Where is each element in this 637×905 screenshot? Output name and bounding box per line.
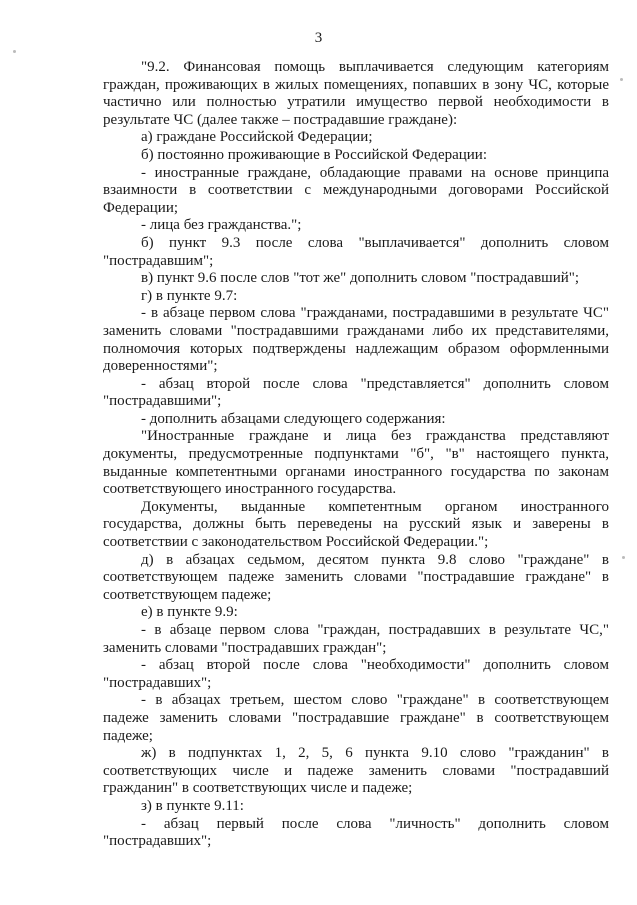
- paragraph-documents-translation: Документы, выданные компетентным органом иностранного государства, должны быть переведены на русский язык и заверены в соответствии с законодательством Российской Федерации.";: [103, 498, 609, 551]
- paragraph-9-9-third: - в абзацах третьем, шестом слово "граждане" в соответствующем падеже заменить словами "пострадавшие граждане" в соответствующем падеже;: [103, 692, 609, 744]
- paragraph-amend-9-9: е) в пункте 9.9:: [141, 604, 238, 621]
- paragraph-9-9-first: - в абзаце первом слова "граждан, пострадавших в результате ЧС," заменить словами "пострадавших граждан";: [103, 622, 609, 656]
- paragraph-9-7-add: - дополнить абзацами следующего содержания:: [141, 410, 446, 427]
- paragraph-amend-9-11: з) в пункте 9.11:: [141, 797, 244, 814]
- document-body: [103, 59, 609, 851]
- paragraph-amend-9-7: г) в пункте 9.7:: [141, 287, 238, 304]
- paragraph-9-9-second: - абзац второй после слова "необходимости" дополнить словом "пострадавших";: [103, 657, 609, 691]
- paragraph-stateless: - лица без гражданства.";: [141, 217, 302, 234]
- paragraph-amend-9-6: в) пункт 9.6 после слов "тот же" дополнить словом "пострадавший";: [141, 270, 580, 287]
- paragraph-amend-9-10: ж) в подпунктах 1, 2, 5, 6 пункта 9.10 слово "гражданин" в соответствующих числе и падеже заменить словами "пострадавший гражданин" в соответствующих числе и падеже;: [103, 745, 609, 797]
- paragraph-amend-9-3: б) пункт 9.3 после слова "выплачивается" дополнить словом "пострадавшим";: [103, 234, 609, 269]
- paragraph-foreign-citizens: - иностранные граждане, обладающие правами на основе принципа взаимности в соответствии с международными договорами Российской Федерации;: [103, 164, 609, 216]
- scan-speck: [622, 556, 625, 559]
- paragraph-9-7-second: - абзац второй после слова "представляется" дополнить словом "пострадавшими";: [103, 375, 609, 410]
- paragraph-foreign-documents: "Иностранные граждане и лица без гражданства представляют документы, предусмотренные подпунктами "б", "в" настоящего пункта, выданные компетентными органами иностранного государства по законам соответствующего иностранного государства.: [103, 428, 609, 498]
- paragraph-9-11-first: - абзац первый после слова "личность" дополнить словом "пострадавших";: [103, 815, 609, 850]
- paragraph-item-b: б) постоянно проживающие в Российской Федерации:: [141, 146, 488, 163]
- page-number: 3: [314, 30, 323, 46]
- paragraph-item-a: а) гражданe Российской Федерации;: [141, 129, 373, 146]
- paragraph-9-7-first: - в абзаце первом слова "гражданами, пострадавшими в результате ЧС" заменить словами "пострадавшими гражданами либо их представителями, полномочия которых подтверждены надлежащим образом оформленными доверенностями";: [103, 305, 609, 375]
- paragraph-9-2: "9.2. Финансовая помощь выплачивается следующим категориям граждан, проживающих в жилых помещениях, попавших в зону ЧС, которые частично или полностью утратили имущество первой необходимости в результате ЧС (далее также – пострадавшие граждане):: [103, 59, 609, 128]
- scan-speck: [13, 50, 16, 53]
- paragraph-amend-9-8: д) в абзацах седьмом, десятом пункта 9.8 слово "граждане" в соответствующем падеже заменить словами "пострадавшие граждане" в соответствующем падеже;: [103, 551, 609, 603]
- scan-speck: [620, 78, 623, 81]
